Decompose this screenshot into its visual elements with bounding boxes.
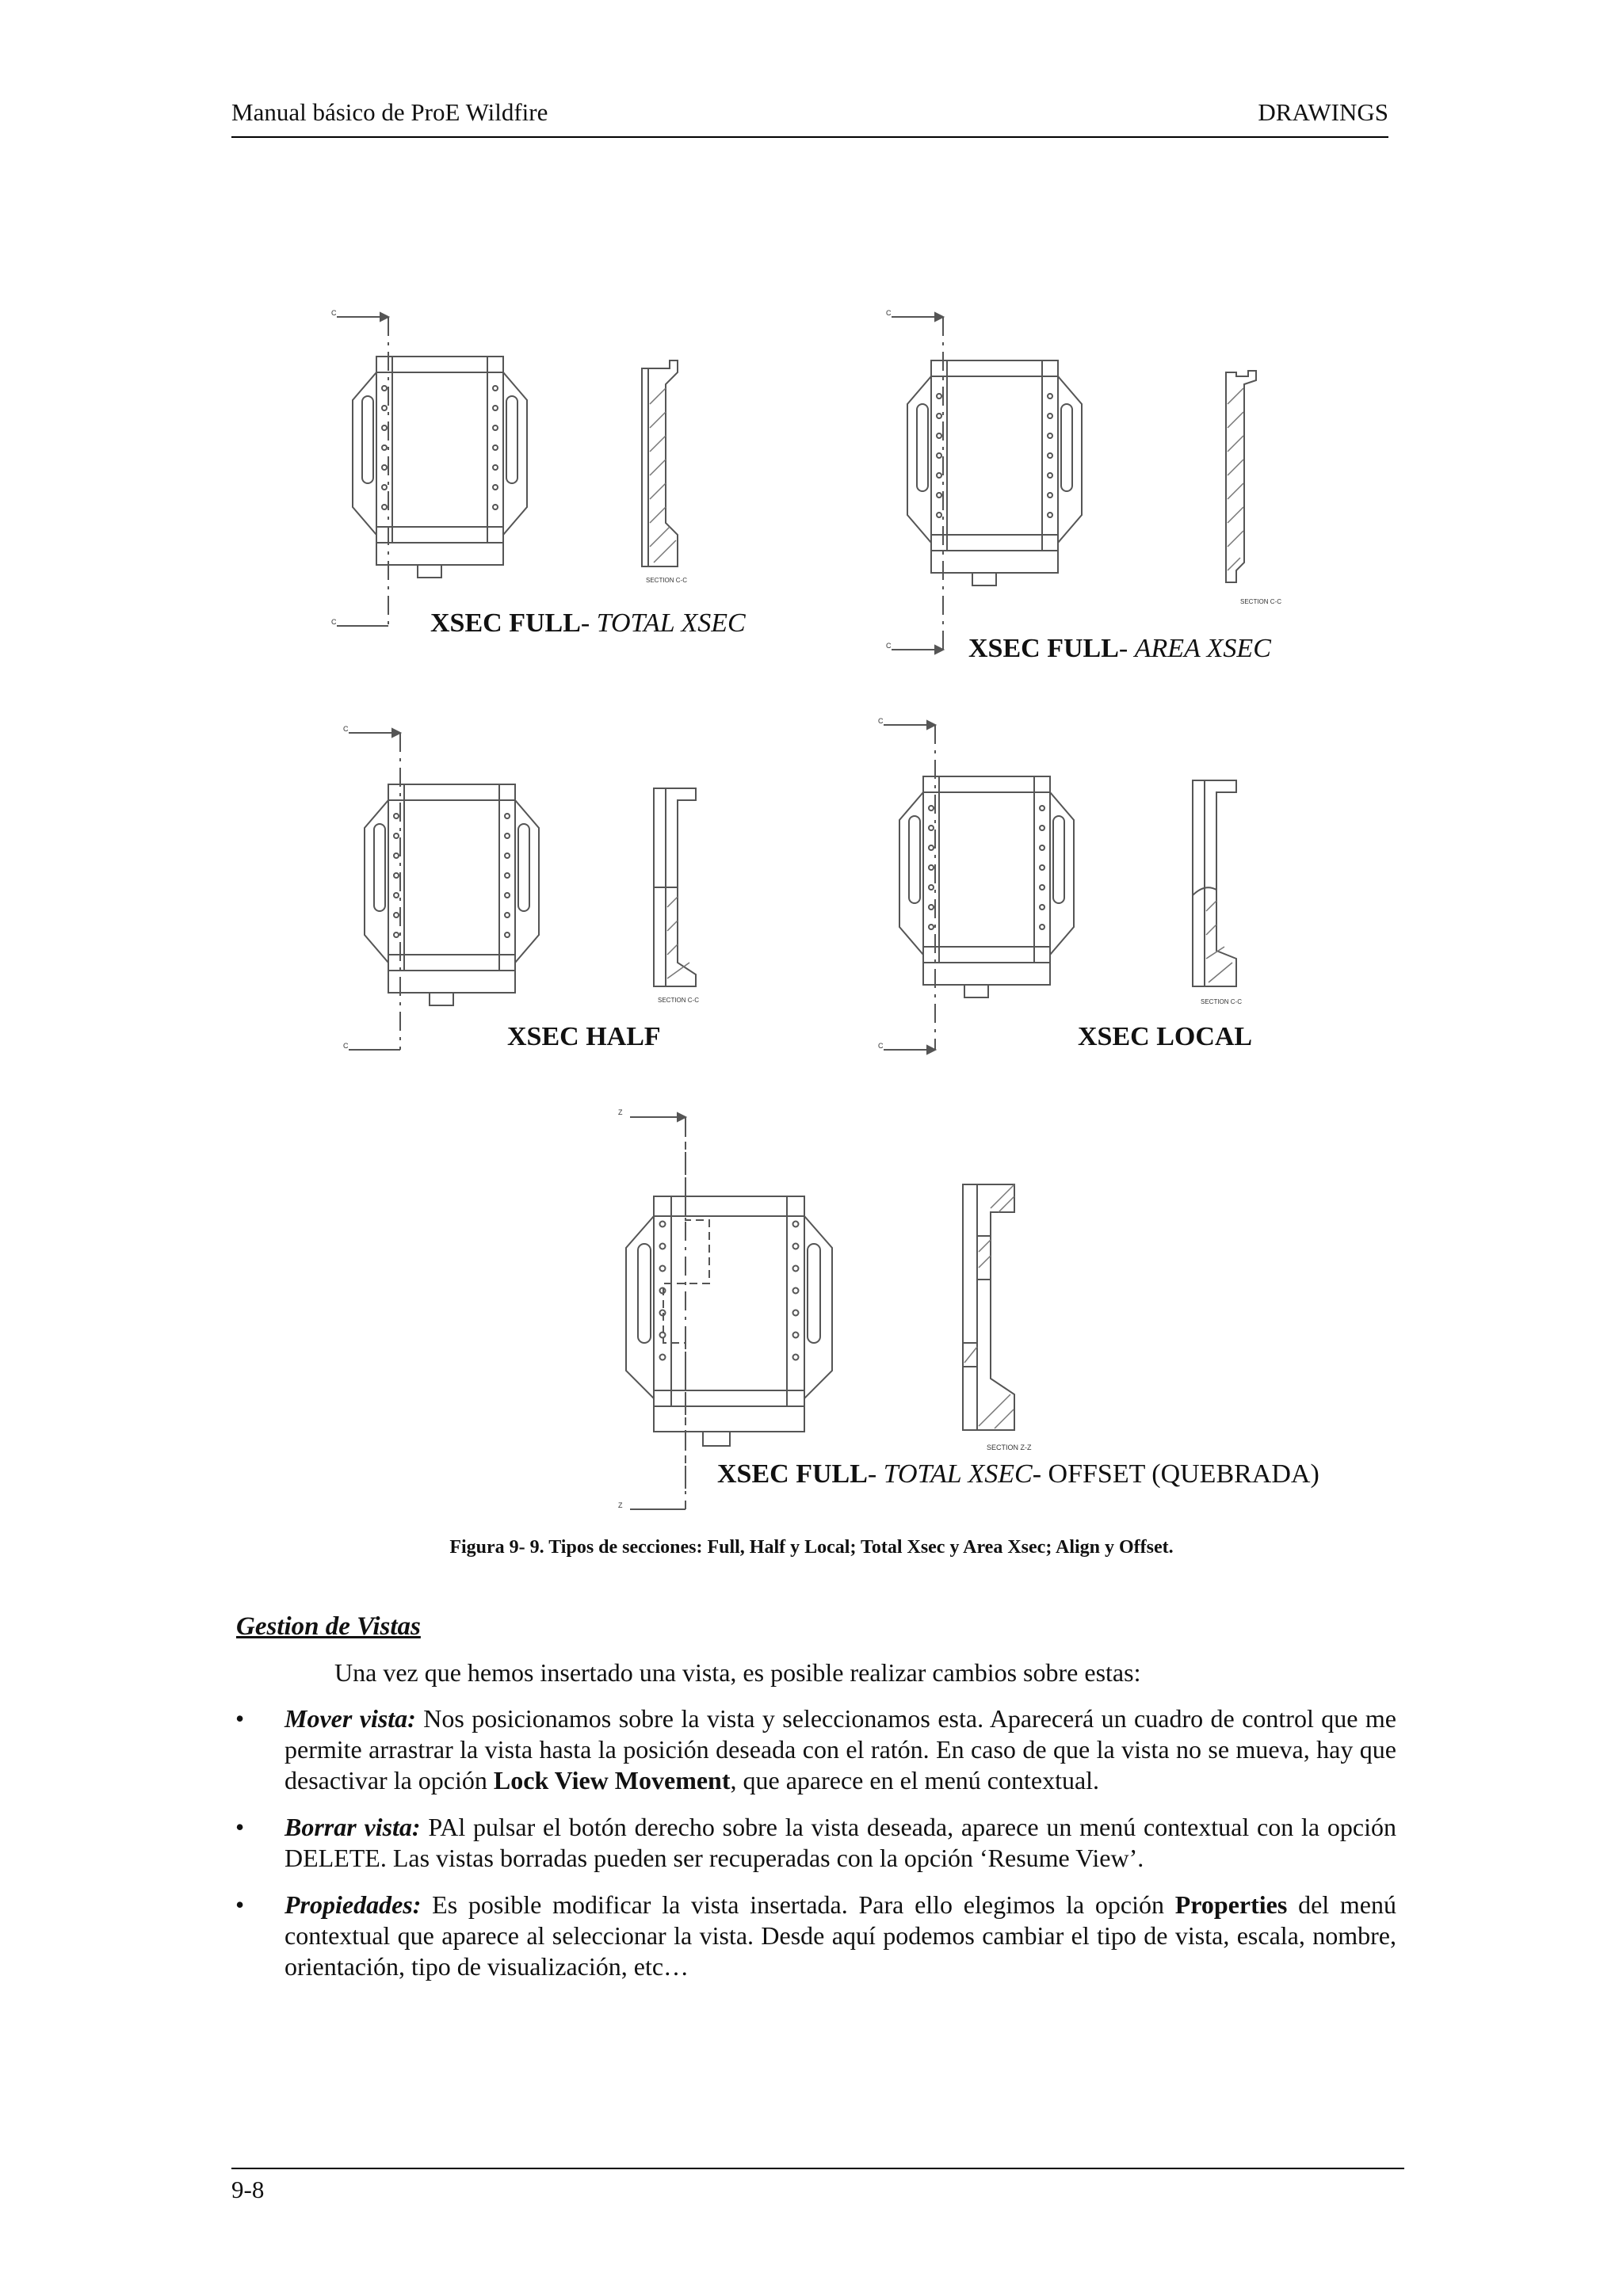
bullet-text: Es posible modificar la vista insertada. Para ello elegimos la opción xyxy=(421,1890,1175,1919)
section-label-offset: SECTION Z-Z xyxy=(987,1444,1032,1451)
label-half: XSEC HALF xyxy=(507,1022,661,1051)
drawing-total-xsec xyxy=(329,309,741,642)
bullet-term: Mover vista: xyxy=(285,1704,416,1733)
cut-letter-bottom: C xyxy=(878,1042,884,1050)
cut-letter-top: C xyxy=(878,717,884,725)
list-item xyxy=(231,1703,1396,1796)
cut-letter-bottom: C xyxy=(886,642,892,650)
label-offset: XSEC FULL- TOTAL XSEC- OFFSET (QUEBRADA) xyxy=(717,1459,1319,1489)
section-label-local: SECTION C-C xyxy=(1201,998,1242,1005)
cut-letter-bottom: C xyxy=(343,1042,349,1050)
list-item xyxy=(231,1812,1396,1874)
bullet-term: Propiedades: xyxy=(285,1890,422,1919)
label-area-xsec: XSEC FULL- AREA XSEC xyxy=(968,634,1271,663)
bullet-text: , que aparece en el menú contextual. xyxy=(730,1766,1100,1794)
drawing-half xyxy=(341,725,753,1058)
drawing-area-xsec xyxy=(884,309,1296,658)
cut-letter-bottom: C xyxy=(331,618,337,626)
figure-area-xsec xyxy=(884,309,1296,658)
page-footer xyxy=(231,2168,1404,2204)
header-title: Manual básico de ProE Wildfire xyxy=(231,98,548,126)
intro-paragraph: Una vez que hemos insertado una vista, es posible realizar cambios sobre estas: xyxy=(334,1658,1141,1687)
bullet-icon: • xyxy=(235,1813,245,1841)
label-local: XSEC LOCAL xyxy=(1078,1022,1253,1051)
label-total-xsec: XSEC FULL- TOTAL XSEC xyxy=(430,608,746,638)
figure-half xyxy=(341,725,753,1058)
figure-caption: Figura 9- 9. Tipos de secciones: Full, Half y Local; Total Xsec y Area Xsec; Align y Offset. xyxy=(449,1537,1174,1558)
section-label-total: SECTION C-C xyxy=(646,577,687,584)
cut-letter-top: C xyxy=(331,309,337,317)
bullet-bold: Lock View Movement xyxy=(493,1766,731,1794)
cut-letter-top: Z xyxy=(618,1108,623,1116)
figure-total-xsec xyxy=(329,309,741,642)
bullet-list xyxy=(231,1703,1396,1998)
cut-letter-top: C xyxy=(343,725,349,733)
bullet-icon: • xyxy=(235,1704,245,1733)
section-title: Gestion de Vistas xyxy=(236,1612,421,1641)
page-number: 9-8 xyxy=(231,2176,265,2203)
drawing-local xyxy=(876,717,1288,1058)
bullet-icon: • xyxy=(235,1890,245,1919)
section-label-area: SECTION C-C xyxy=(1240,598,1281,605)
list-item xyxy=(231,1890,1396,1982)
drawing-offset xyxy=(614,1105,1090,1517)
cut-letter-top: C xyxy=(886,309,892,317)
bullet-text: PAl pulsar el botón derecho sobre la vista deseada, aparece un menú contextual con la opción DELETE. Las vistas borradas pueden ser recuperadas con la opción ‘Resume View’. xyxy=(285,1813,1397,1872)
bullet-term: Borrar vista: xyxy=(285,1813,421,1841)
bullet-text: Nos posicionamos sobre la vista y seleccionamos esta. Aparecerá un cuadro de control que me permite arrastrar la vista hasta la posición deseada con el ratón. En caso de que la vista no se mueva, hay que desactivar la opción xyxy=(285,1704,1397,1794)
bullet-bold: Properties xyxy=(1174,1890,1288,1919)
figure-offset xyxy=(614,1105,1090,1517)
figure-local xyxy=(876,717,1288,1058)
cut-letter-bottom: Z xyxy=(618,1501,623,1509)
bullet-text: del menú contextual que aparece al seleccionar la vista. Desde aquí podemos cambiar el tipo de vista, escala, nombre, orientación, tipo de visualización, etc… xyxy=(285,1890,1397,1981)
section-label-half: SECTION C-C xyxy=(658,997,699,1004)
header-section: DRAWINGS xyxy=(1258,98,1388,126)
